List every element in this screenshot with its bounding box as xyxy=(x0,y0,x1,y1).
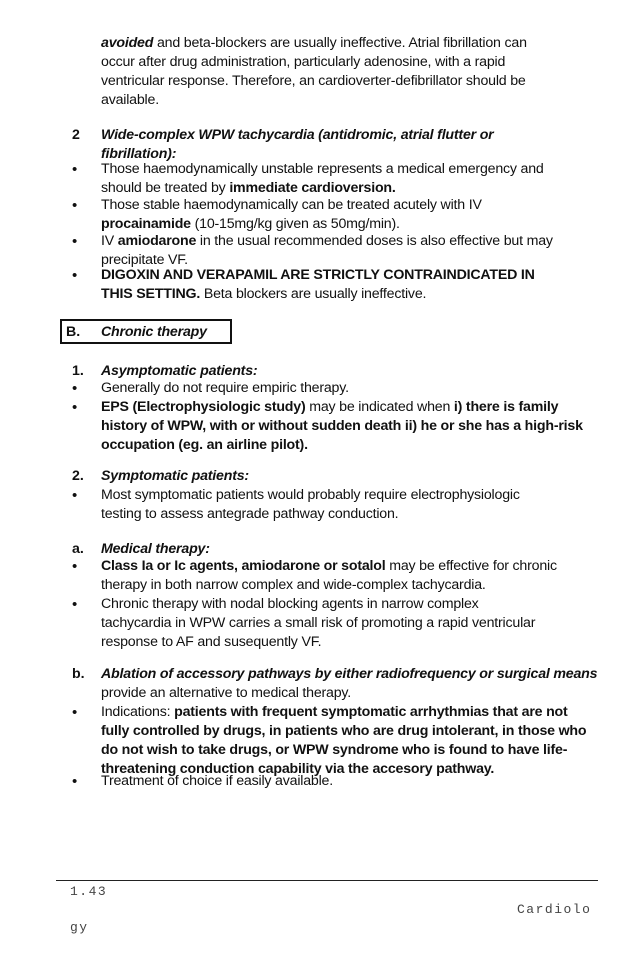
section-heading: Ablation of accessory pathways by either radiofrequency or surgical means xyxy=(101,666,598,682)
intro-line-4: available. xyxy=(101,92,159,108)
bullet-text-cont: THIS SETTING. Beta blockers are usually ineffective. xyxy=(101,286,427,302)
section-heading-cont: provide an alternative to medical therapy. xyxy=(101,685,352,701)
bullet-text: Those haemodynamically unstable represents a medical emergency and xyxy=(101,161,544,177)
bullet-text: Indications: patients with frequent symptomatic arrhythmias that are not xyxy=(101,704,568,720)
bullet-text: EPS (Electrophysiologic study) may be indicated when i) there is family xyxy=(101,399,559,415)
bullet-text-cont: history of WPW, with or without sudden death ii) he or she has a high-risk xyxy=(101,418,583,434)
bullet-icon: • xyxy=(72,773,78,790)
bullet-text-cont: precipitate VF. xyxy=(101,252,188,268)
section-heading: Symptomatic patients: xyxy=(101,468,249,484)
intro-line-1: avoided and beta-blockers are usually ineffective. Atrial fibrillation can xyxy=(101,35,527,51)
bullet-icon: • xyxy=(72,596,78,613)
section-marker: a. xyxy=(72,541,84,557)
bullet-text-cont: therapy in both narrow complex and wide-complex tachycardia. xyxy=(101,577,486,593)
bullet-text-cont: tachycardia in WPW carries a small risk of promoting a rapid ventricular xyxy=(101,615,536,631)
bullet-text: Treatment of choice if easily available. xyxy=(101,773,333,789)
section-heading: Asymptomatic patients: xyxy=(101,363,258,379)
bullet-text: Those stable haemodynamically can be treated acutely with IV xyxy=(101,197,482,213)
section-marker: 1. xyxy=(72,363,84,379)
section-marker: 2. xyxy=(72,468,84,484)
bullet-text-cont: fully controlled by drugs, in patients who are drug intolerant, in those who xyxy=(101,723,587,739)
bullet-icon: • xyxy=(72,161,78,178)
bullet-icon: • xyxy=(72,267,78,284)
bullet-text-cont: testing to assess antegrade pathway conduction. xyxy=(101,506,399,522)
footer-divider xyxy=(56,880,598,881)
bullet-text: Most symptomatic patients would probably require electrophysiologic xyxy=(101,487,520,503)
bullet-icon: • xyxy=(72,704,78,721)
bullet-text: IV amiodarone in the usual recommended doses is also effective but may xyxy=(101,233,553,249)
bullet-text: Chronic therapy with nodal blocking agents in narrow complex xyxy=(101,596,479,612)
bullet-text: DIGOXIN AND VERAPAMIL ARE STRICTLY CONTRAINDICATED IN xyxy=(101,267,535,283)
section-heading-cont: fibrillation): xyxy=(101,146,177,162)
bullet-text-cont: do not wish to take drugs, or WPW syndrome who is found to have life- xyxy=(101,742,568,758)
bullet-icon: • xyxy=(72,197,78,214)
section-marker: 2 xyxy=(72,127,80,143)
section-marker: B. xyxy=(66,324,81,340)
page-number: 1.43 xyxy=(70,884,108,899)
bullet-text-cont: procainamide (10-15mg/kg given as 50mg/min). xyxy=(101,216,400,232)
bullet-text-cont: response to AF and susequently VF. xyxy=(101,634,322,650)
bullet-icon: • xyxy=(72,233,78,250)
section-heading: Wide-complex WPW tachycardia (antidromic, atrial flutter or xyxy=(101,127,494,143)
bullet-icon: • xyxy=(72,487,78,504)
footer-title-cont: gy xyxy=(70,920,89,935)
section-marker: b. xyxy=(72,666,85,682)
bullet-text: Generally do not require empiric therapy. xyxy=(101,380,349,396)
bullet-icon: • xyxy=(72,399,78,416)
bullet-text-cont: threatening conduction capability via the accesory pathway. xyxy=(101,761,495,777)
bullet-text-cont: should be treated by immediate cardioversion. xyxy=(101,180,396,196)
section-heading: Medical therapy: xyxy=(101,541,210,557)
intro-line-2: occur after drug administration, particularly adenosine, with a rapid xyxy=(101,54,506,70)
section-heading: Chronic therapy xyxy=(101,324,207,340)
bullet-icon: • xyxy=(72,380,78,397)
bullet-text-cont: occupation (eg. an airline pilot). xyxy=(101,437,308,453)
intro-line-3: ventricular response. Therefore, an cardioverter-defibrillator should be xyxy=(101,73,526,89)
bullet-icon: • xyxy=(72,558,78,575)
bullet-text: Class Ia or Ic agents, amiodarone or sotalol may be effective for chronic xyxy=(101,558,557,574)
footer-title: Cardiolo xyxy=(517,902,592,917)
